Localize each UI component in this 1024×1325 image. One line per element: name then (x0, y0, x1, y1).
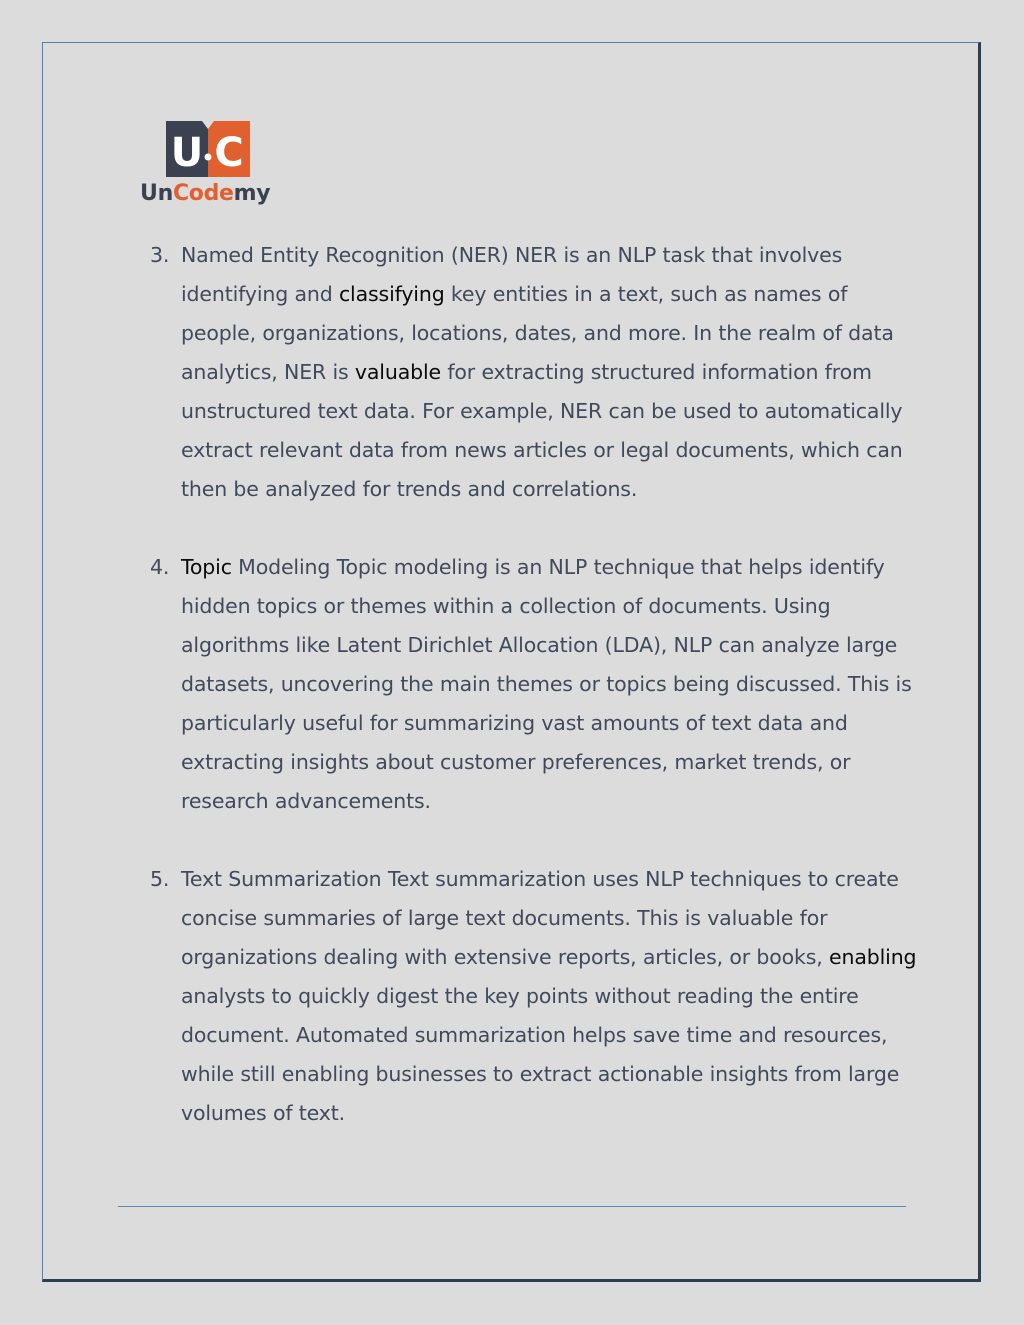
highlighted-word: classifying (338, 282, 445, 306)
list-item-text-summarization (150, 860, 920, 1133)
paragraph-text: Text Summarization Text summarization uses NLP techniques to create concise summaries of large text documents. This is valuable for organizations dealing with extensive reports, articles, or books, (181, 867, 899, 969)
list-item-number: 3. (150, 243, 170, 267)
uc-logo-icon (166, 121, 250, 177)
list-item-ner (150, 236, 920, 509)
highlighted-word: valuable (354, 360, 441, 384)
uncodemy-logo (140, 121, 280, 211)
footer-divider (118, 1206, 906, 1207)
logo-mark-left: U (170, 130, 204, 176)
highlighted-word: Topic (181, 555, 232, 579)
list-item-number: 5. (150, 867, 170, 891)
logo-word-part1: Un (140, 181, 173, 206)
paragraph-text: analysts to quickly digest the key points without reading the entire document. Automated summarization helps save time and resources, while still enabling businesses to extract actionable insights from large volumes of text. (181, 984, 900, 1125)
logo-mark-right: C (214, 130, 244, 176)
paragraph-text: Named Entity Recognition (NER) NER is an NLP task that involves identifying and (181, 243, 843, 306)
logo-word-part2: Code (172, 181, 234, 206)
highlighted-word: enabling (829, 945, 917, 969)
list-item-topic-modeling (150, 548, 920, 821)
paragraph-text: Modeling Topic modeling is an NLP technique that helps identify hidden topics or themes within a collection of documents. Using algorithms like Latent Dirichlet Allocation (LDA), NLP can analyze large datasets, uncovering the main themes or topics being discussed. This is particularly useful for summarizing vast amounts of text data and extracting insights about customer preferences, market trends, or research advancements. (181, 555, 912, 813)
paragraph-text: key entities in a text, such as names of people, organizations, locations, dates, and more. In the realm of data analytics, NER is (181, 282, 894, 384)
logo-word-part3: my (233, 181, 271, 206)
logo-wordmark (140, 181, 270, 206)
numbered-list (150, 236, 920, 1172)
list-item-number: 4. (150, 555, 170, 579)
paragraph-text: for extracting structured information from unstructured text data. For example, NER can be used to automatically extract relevant data from news articles or legal documents, which can then be analyzed for trends and correlations. (181, 360, 903, 501)
